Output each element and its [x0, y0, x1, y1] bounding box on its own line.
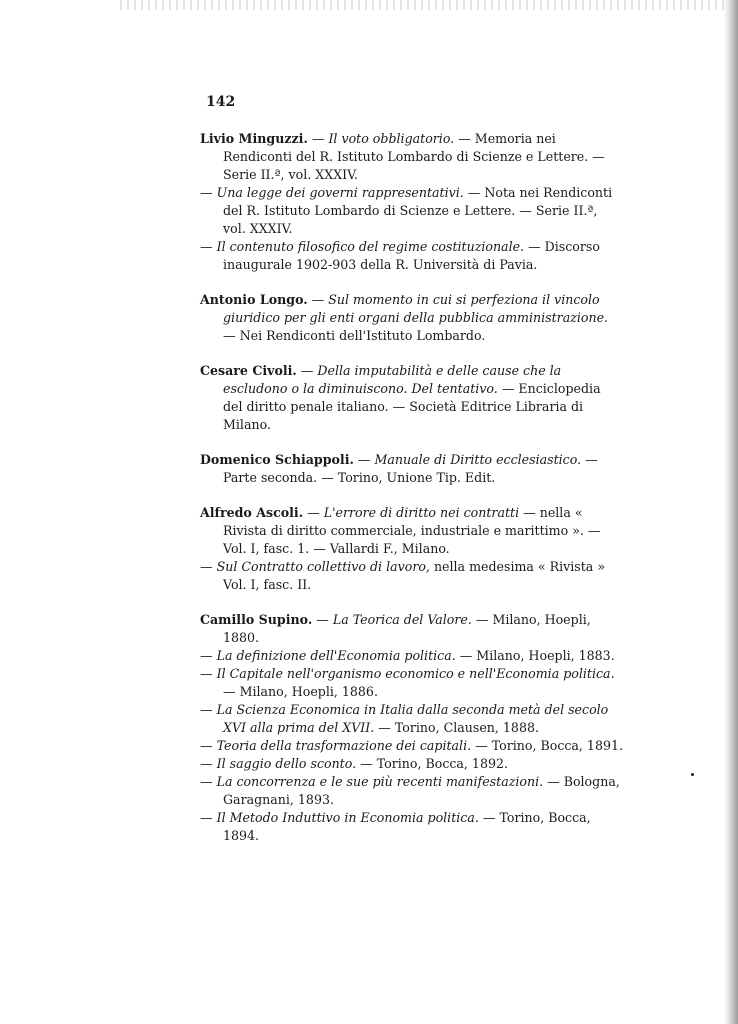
work-title: L'errore di diritto nei contratti [323, 505, 520, 520]
separator-dash: — [200, 559, 217, 574]
publication-details: — nella « Rivista di diritto commerciale, industriale e marittimo ». — Vol. I, fasc. 1. — Vallardi F., Milano. [223, 505, 601, 556]
publication-details: — Torino, Bocca, 1894. [223, 810, 591, 843]
author-name: Livio Minguzzi. [200, 131, 308, 146]
publication-details: — Parte seconda. — Torino, Unione Tip. Edit. [223, 452, 598, 485]
page-number: 142 [206, 94, 236, 110]
author-name: Camillo Supino. [200, 612, 313, 627]
publication-details: — Milano, Hoepli, 1883. [455, 648, 615, 663]
entry-additional-work [200, 701, 624, 737]
entry-additional-work [200, 238, 624, 274]
publication-details: — Milano, Hoepli, 1886. [223, 684, 378, 699]
work-title: La concorrenza e le sue più recenti manifestazioni. [216, 774, 544, 789]
entry-first-work [200, 291, 624, 345]
work-title: La Scienza Economica in Italia dalla seconda metà del secolo XVI alla prima del XVII. [216, 702, 609, 735]
publication-details: — Memoria nei Rendiconti del R. Istituto Lombardo di Scienze e Lettere. — Serie II.ª, vol. XXXIV. [223, 131, 605, 182]
scan-top-edge [120, 0, 738, 10]
separator-dash: — [307, 292, 329, 307]
publication-details: — Torino, Bocca, 1891. [471, 738, 623, 753]
bibliography-entry [200, 291, 624, 345]
work-title: Il saggio dello sconto. [216, 756, 357, 771]
entry-additional-work [200, 665, 624, 701]
entry-additional-work [200, 647, 624, 665]
separator-dash: — [200, 774, 217, 789]
separator-dash: — [200, 185, 217, 200]
bibliography-entry [200, 130, 624, 274]
author-name: Antonio Longo. [200, 292, 308, 307]
work-title: Il contenuto filosofico del regime costituzionale. [216, 239, 525, 254]
work-title: La Teorica del Valore. [332, 612, 472, 627]
separator-dash: — [200, 702, 217, 717]
separator-dash: — [200, 810, 217, 825]
entry-first-work [200, 362, 624, 434]
work-title: Il voto obbligatorio. [328, 131, 455, 146]
publication-details: nella medesima « Rivista » Vol. I, fasc. II. [223, 559, 606, 592]
author-name: Alfredo Ascoli. [200, 505, 304, 520]
scan-right-edge [724, 0, 738, 1024]
bibliography-list [200, 130, 624, 862]
separator-dash: — [200, 648, 217, 663]
author-name: Domenico Schiappoli. [200, 452, 354, 467]
scan-speck [691, 773, 694, 776]
publication-details: — Discorso inaugurale 1902-903 della R. Università di Pavia. [223, 239, 600, 272]
entry-first-work [200, 451, 624, 487]
entry-first-work [200, 130, 624, 184]
separator-dash: — [200, 738, 217, 753]
separator-dash: — [200, 239, 217, 254]
publication-details: — Enciclopedia del diritto penale italiano. — Società Editrice Libraria di Milano. [223, 381, 601, 432]
publication-details: — Milano, Hoepli, 1880. [223, 612, 591, 645]
separator-dash: — [312, 612, 333, 627]
work-title: La definizione dell'Economia politica. [216, 648, 456, 663]
separator-dash: — [353, 452, 375, 467]
work-title: Una legge dei governi rappresentativi. [216, 185, 464, 200]
entry-first-work [200, 611, 624, 647]
bibliography-entry [200, 451, 624, 487]
bibliography-entry [200, 504, 624, 594]
publication-details: — Torino, Clausen, 1888. [374, 720, 539, 735]
work-title: Il Capitale nell'organismo economico e nell'Economia politica. [216, 666, 615, 681]
work-title: Sul momento in cui si perfeziona il vincolo giuridico per gli enti organi della pubblica amministrazione. [223, 292, 609, 325]
publication-details: — Torino, Bocca, 1892. [356, 756, 508, 771]
entry-additional-work [200, 809, 624, 845]
work-title: Manuale di Diritto ecclesiastico. [374, 452, 582, 467]
publication-details: — Nota nei Rendiconti del R. Istituto Lombardo di Scienze e Lettere. — Serie II.ª, vol. XXXIV. [223, 185, 613, 236]
separator-dash: — [200, 756, 217, 771]
publication-details: — Bologna, Garagnani, 1893. [223, 774, 620, 807]
work-title: Della imputabilità e delle cause che la escludono o la diminuiscono. Del tentativo. [223, 363, 562, 396]
separator-dash: — [303, 505, 324, 520]
entry-first-work [200, 504, 624, 558]
separator-dash: — [307, 131, 329, 146]
work-title: Teoria della trasformazione dei capitali. [216, 738, 472, 753]
work-title: Il Metodo Induttivo in Economia politica. [216, 810, 479, 825]
bibliography-entry [200, 362, 624, 434]
work-title: Sul Contratto collettivo di lavoro, [216, 559, 430, 574]
entry-additional-work [200, 737, 624, 755]
separator-dash: — [200, 666, 217, 681]
bibliography-entry [200, 611, 624, 845]
separator-dash: — [296, 363, 318, 378]
entry-additional-work [200, 184, 624, 238]
entry-additional-work [200, 558, 624, 594]
publication-details: — Nei Rendiconti dell'Istituto Lombardo. [223, 328, 486, 343]
entry-additional-work [200, 773, 624, 809]
author-name: Cesare Civoli. [200, 363, 297, 378]
entry-additional-work [200, 755, 624, 773]
